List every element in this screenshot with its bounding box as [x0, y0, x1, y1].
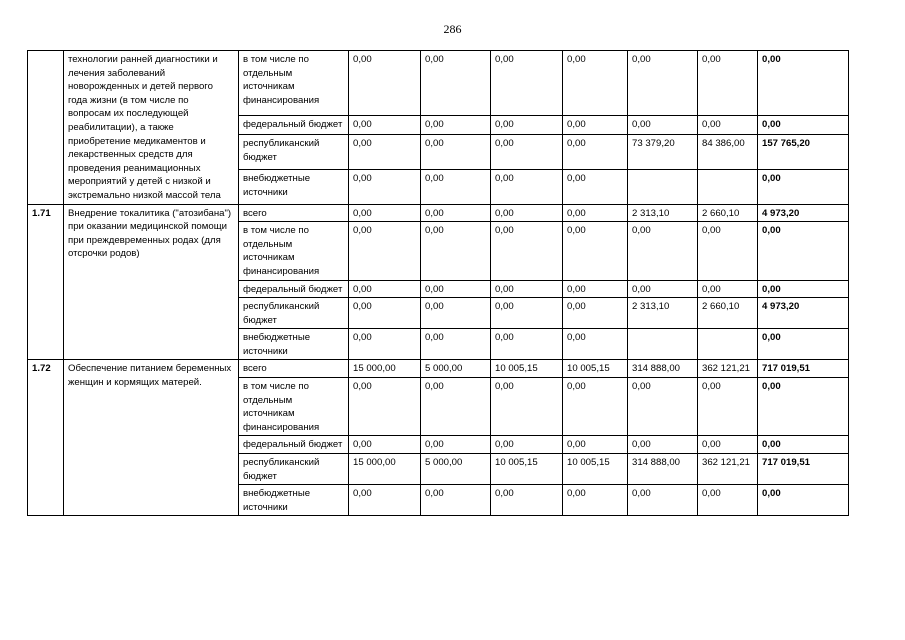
year-value-4: 0,00: [563, 329, 628, 360]
year-value-4: 0,00: [563, 298, 628, 329]
year-value-5: [628, 329, 698, 360]
year-value-5: 2 313,10: [628, 204, 698, 222]
year-value-5: 0,00: [628, 115, 698, 135]
item-title: Внедрение токалитика ("атозибана") при оказании медицинской помощи при преждевременных родах (для отсрочки родов): [64, 204, 239, 360]
funding-source: федеральный бюджет: [239, 280, 349, 298]
year-value-1: 15 000,00: [349, 454, 421, 485]
funding-source: в том числе по отдельным источникам финансирования: [239, 51, 349, 116]
year-value-1: 0,00: [349, 169, 421, 204]
year-value-3: 0,00: [491, 329, 563, 360]
funding-source: республиканский бюджет: [239, 135, 349, 170]
year-value-4: 0,00: [563, 169, 628, 204]
year-value-2: 5 000,00: [421, 454, 491, 485]
funding-source: внебюджетные источники: [239, 169, 349, 204]
year-value-4: 0,00: [563, 280, 628, 298]
year-value-6: 0,00: [698, 222, 758, 280]
year-value-3: 0,00: [491, 169, 563, 204]
year-value-3: 0,00: [491, 298, 563, 329]
total-value: 157 765,20: [758, 135, 849, 170]
funding-source: внебюджетные источники: [239, 485, 349, 516]
year-value-5: 314 888,00: [628, 454, 698, 485]
year-value-2: 5 000,00: [421, 360, 491, 378]
year-value-4: 10 005,15: [563, 454, 628, 485]
funding-source: республиканский бюджет: [239, 298, 349, 329]
year-value-6: 362 121,21: [698, 360, 758, 378]
year-value-1: 0,00: [349, 329, 421, 360]
year-value-1: 0,00: [349, 51, 421, 116]
funding-source: всего: [239, 360, 349, 378]
year-value-4: 10 005,15: [563, 360, 628, 378]
year-value-6: 0,00: [698, 485, 758, 516]
year-value-5: [628, 169, 698, 204]
year-value-1: 0,00: [349, 222, 421, 280]
year-value-1: 0,00: [349, 115, 421, 135]
year-value-5: 314 888,00: [628, 360, 698, 378]
total-value: 717 019,51: [758, 360, 849, 378]
budget-table: [27, 50, 849, 516]
year-value-4: 0,00: [563, 378, 628, 436]
year-value-5: 0,00: [628, 222, 698, 280]
year-value-5: 0,00: [628, 280, 698, 298]
year-value-5: 0,00: [628, 51, 698, 116]
total-value: 4 973,20: [758, 204, 849, 222]
funding-source: внебюджетные источники: [239, 329, 349, 360]
year-value-4: 0,00: [563, 135, 628, 170]
year-value-2: 0,00: [421, 51, 491, 116]
total-value: 0,00: [758, 378, 849, 436]
total-value: 0,00: [758, 485, 849, 516]
year-value-4: 0,00: [563, 436, 628, 454]
year-value-1: 0,00: [349, 298, 421, 329]
year-value-4: 0,00: [563, 204, 628, 222]
funding-source: в том числе по отдельным источникам финансирования: [239, 222, 349, 280]
total-value: 0,00: [758, 115, 849, 135]
table-row: [28, 204, 849, 222]
total-value: 0,00: [758, 436, 849, 454]
year-value-2: 0,00: [421, 280, 491, 298]
year-value-3: 0,00: [491, 135, 563, 170]
year-value-6: [698, 169, 758, 204]
year-value-6: [698, 329, 758, 360]
funding-source: федеральный бюджет: [239, 436, 349, 454]
item-title: технологии ранней диагностики и лечения заболеваний новорожденных и детей первого года жизни (в том числе по вопросам их последующей реабилитации), а также приобретение медикаментов и лекарственных средств для проведения реанимационных мероприятий у детей с низкой и экстремально низкой массой тела: [64, 51, 239, 205]
total-value: 0,00: [758, 51, 849, 116]
item-title: Обеспечение питанием беременных женщин и кормящих матерей.: [64, 360, 239, 516]
funding-source: федеральный бюджет: [239, 115, 349, 135]
year-value-4: 0,00: [563, 485, 628, 516]
year-value-5: 0,00: [628, 485, 698, 516]
funding-source: всего: [239, 204, 349, 222]
year-value-2: 0,00: [421, 169, 491, 204]
total-value: 0,00: [758, 222, 849, 280]
year-value-1: 0,00: [349, 436, 421, 454]
year-value-3: 0,00: [491, 485, 563, 516]
year-value-3: 0,00: [491, 378, 563, 436]
year-value-2: 0,00: [421, 204, 491, 222]
year-value-6: 0,00: [698, 436, 758, 454]
item-number: [28, 51, 64, 205]
page-number: 286: [443, 22, 462, 36]
year-value-2: 0,00: [421, 222, 491, 280]
year-value-6: 2 660,10: [698, 298, 758, 329]
year-value-1: 0,00: [349, 135, 421, 170]
year-value-6: 362 121,21: [698, 454, 758, 485]
year-value-4: 0,00: [563, 115, 628, 135]
year-value-4: 0,00: [563, 222, 628, 280]
item-number: 1.71: [28, 204, 64, 360]
total-value: 0,00: [758, 280, 849, 298]
year-value-1: 0,00: [349, 280, 421, 298]
year-value-1: 0,00: [349, 378, 421, 436]
year-value-6: 0,00: [698, 51, 758, 116]
total-value: 0,00: [758, 169, 849, 204]
table-row: [28, 360, 849, 378]
year-value-3: 0,00: [491, 51, 563, 116]
year-value-1: 0,00: [349, 485, 421, 516]
funding-source: республиканский бюджет: [239, 454, 349, 485]
year-value-4: 0,00: [563, 51, 628, 116]
total-value: 0,00: [758, 329, 849, 360]
year-value-6: 0,00: [698, 115, 758, 135]
year-value-3: 0,00: [491, 222, 563, 280]
total-value: 4 973,20: [758, 298, 849, 329]
year-value-2: 0,00: [421, 378, 491, 436]
year-value-2: 0,00: [421, 329, 491, 360]
year-value-1: 0,00: [349, 204, 421, 222]
year-value-3: 10 005,15: [491, 360, 563, 378]
table-row: [28, 51, 849, 116]
year-value-6: 0,00: [698, 378, 758, 436]
year-value-2: 0,00: [421, 485, 491, 516]
funding-source: в том числе по отдельным источникам финансирования: [239, 378, 349, 436]
item-number: 1.72: [28, 360, 64, 516]
year-value-5: 2 313,10: [628, 298, 698, 329]
year-value-5: 0,00: [628, 436, 698, 454]
year-value-2: 0,00: [421, 115, 491, 135]
year-value-2: 0,00: [421, 135, 491, 170]
year-value-1: 15 000,00: [349, 360, 421, 378]
total-value: 717 019,51: [758, 454, 849, 485]
year-value-6: 84 386,00: [698, 135, 758, 170]
year-value-2: 0,00: [421, 436, 491, 454]
year-value-6: 0,00: [698, 280, 758, 298]
year-value-3: 10 005,15: [491, 454, 563, 485]
year-value-3: 0,00: [491, 280, 563, 298]
year-value-5: 0,00: [628, 378, 698, 436]
year-value-5: 73 379,20: [628, 135, 698, 170]
year-value-3: 0,00: [491, 204, 563, 222]
year-value-6: 2 660,10: [698, 204, 758, 222]
year-value-3: 0,00: [491, 436, 563, 454]
year-value-2: 0,00: [421, 298, 491, 329]
year-value-3: 0,00: [491, 115, 563, 135]
